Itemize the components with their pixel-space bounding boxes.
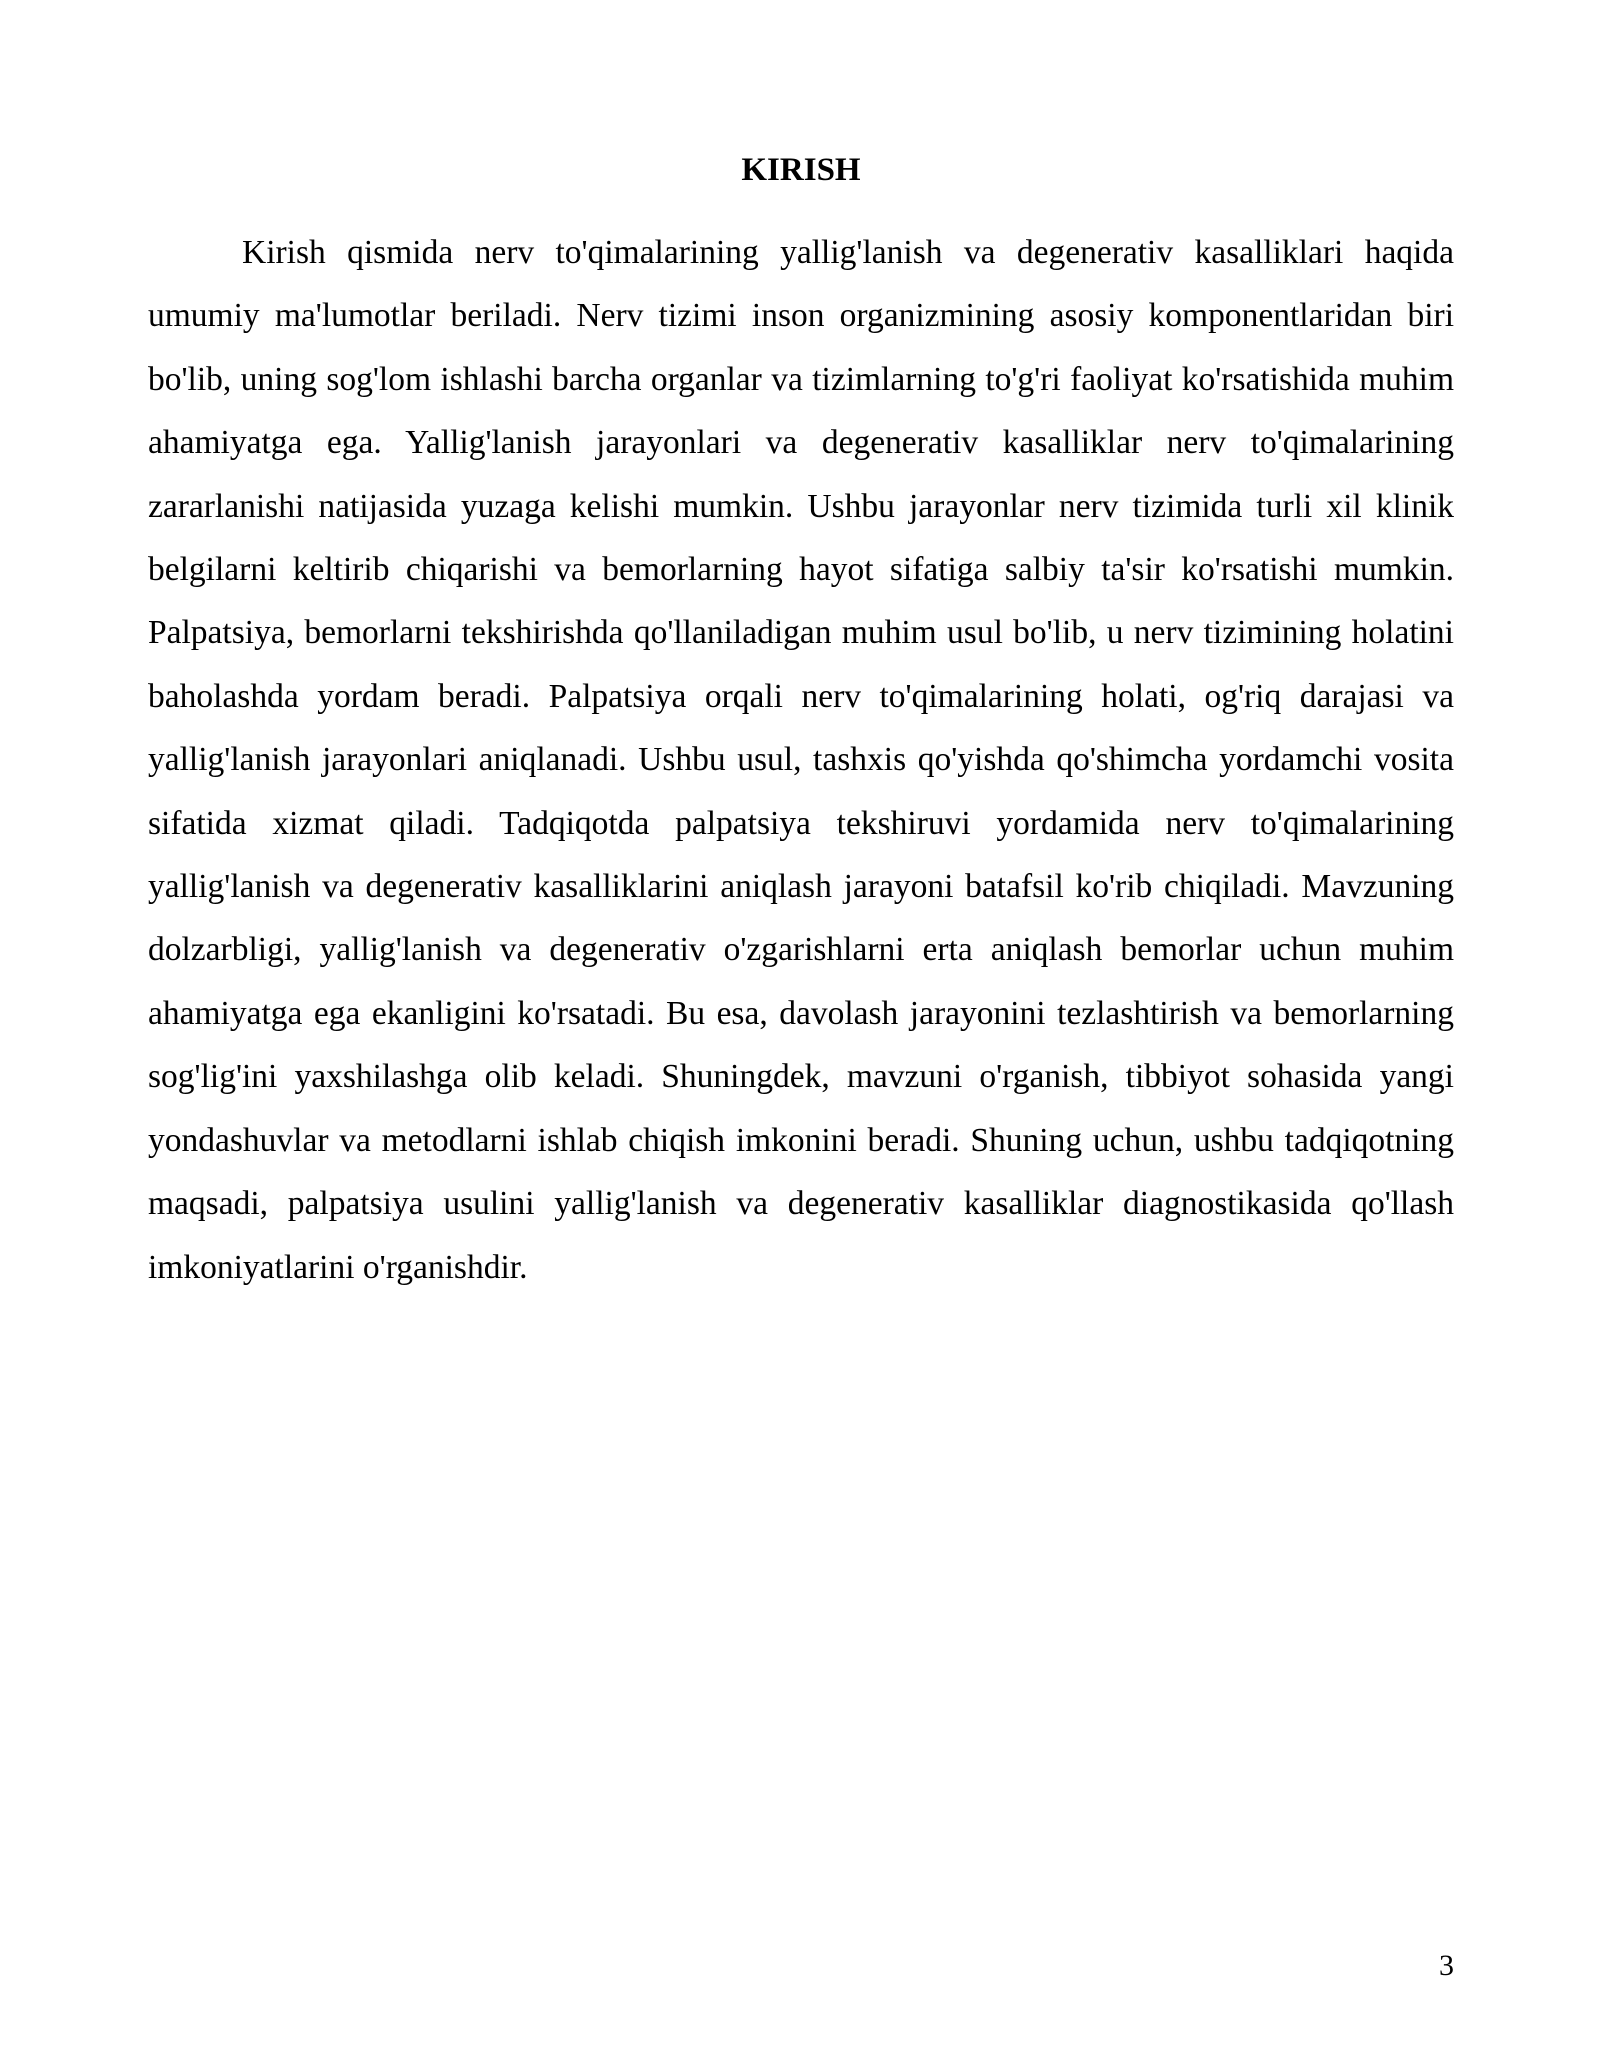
section-heading: KIRISH xyxy=(741,152,861,188)
page-number: 3 xyxy=(1439,1949,1454,1982)
body-paragraph: Kirish qismida nerv to'qimalarining yallig'lanish va degenerativ kasalliklari haqida umumiy ma'lumotlar beriladi. Nerv tizimi inson organizmining asosiy komponentlaridan biri bo'lib, uning sog'lom ishlashi barcha organlar va tizimlarning to'g'ri faoliyat ko'rsatishida muhim ahamiyatga ega. Yallig'lanish jarayonlari va degenerativ kasalliklar nerv to'qimalarining zararlanishi natijasida yuzaga kelishi mumkin. Ushbu jarayonlar nerv tizimida turli xil klinik belgilarni keltirib chiqarishi va bemorlarning hayot sifatiga salbiy ta'sir ko'rsatishi mumkin. Palpatsiya, bemorlarni tekshirishda qo'llaniladigan muhim usul bo'lib, u nerv tizimining holatini baholashda yordam beradi. Palpatsiya orqali nerv to'qimalarining holati, og'riq darajasi va yallig'lanish jarayonlari aniqlanadi. Ushbu usul, tashxis qo'yishda qo'shimcha yordamchi vosita sifatida xizmat qiladi. Tadqiqotda palpatsiya tekshiruvi yordamida nerv to'qimalarining yallig'lanish va degenerativ kasalliklarini aniqlash jarayoni batafsil ko'rib chiqiladi. Mavzuning dolzarbligi, yallig'lanish va degenerativ o'zgarishlarni erta aniqlash bemorlar uchun muhim ahamiyatga ega ekanligini ko'rsatadi. Bu esa, davolash jarayonini tezlashtirish va bemorlarning sog'lig'ini yaxshilashga olib keladi. Shuningdek, mavzuni o'rganish, tibbiyot sohasida yangi yondashuvlar va metodlarni ishlab chiqish imkonini beradi. Shuning uchun, ushbu tadqiqotning maqsadi, palpatsiya usulini yallig'lanish va degenerativ kasalliklar diagnostikasida qo'llash imkoniyatlarini o'rganishdir. xyxy=(148,234,1454,1286)
